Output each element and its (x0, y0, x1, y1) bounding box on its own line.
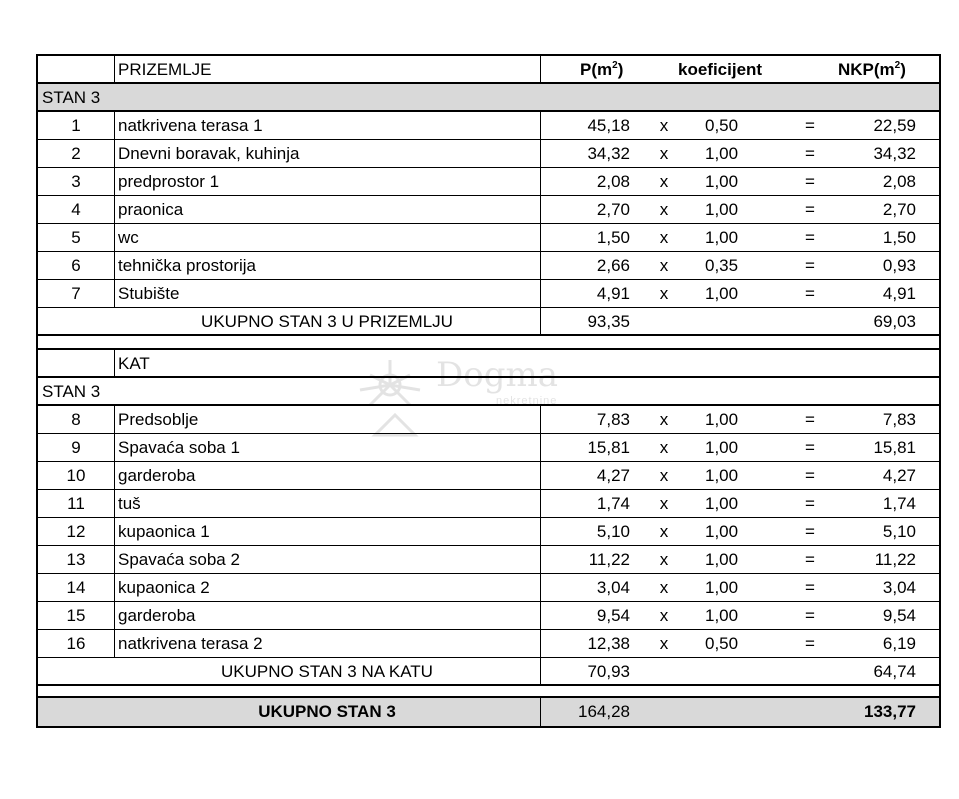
room-name: natkrivena terasa 1 (118, 116, 263, 135)
row-number: 12 (66, 522, 86, 541)
coefficient: 1,00 (705, 284, 739, 303)
row-number: 13 (66, 550, 86, 569)
room-name: predprostor 1 (118, 172, 220, 191)
net-area: 3,04 (882, 578, 916, 597)
table-row (38, 224, 939, 252)
net-area: 4,91 (882, 284, 916, 303)
coefficient: 1,00 (705, 550, 739, 569)
coefficient: 1,00 (705, 228, 739, 247)
subtotal-net-area: 69,03 (873, 312, 916, 331)
table-row (38, 140, 939, 168)
row-number: 4 (71, 200, 81, 219)
room-name: natkrivena terasa 2 (118, 634, 263, 653)
room-name: Stubište (118, 284, 180, 303)
column-header-net-area: $NKP(m^2)$ (838, 60, 906, 79)
coefficient: 1,00 (705, 172, 739, 191)
subtotal-net-area: 64,74 (873, 662, 916, 681)
equals-sign: = (805, 634, 815, 653)
multiply-sign: x (659, 522, 669, 541)
grand-total-label: UKUPNO STAN 3 (258, 702, 396, 721)
section-row-floor (38, 350, 939, 378)
multiply-sign: x (659, 144, 669, 163)
room-area: 15,81 (587, 438, 630, 457)
equals-sign: = (805, 200, 815, 219)
multiply-sign: x (659, 466, 669, 485)
room-name: Dnevni boravak, kuhinja (118, 144, 300, 163)
area-table (36, 54, 941, 728)
row-number: 8 (71, 410, 81, 429)
multiply-sign: x (659, 116, 669, 135)
spacer-row (38, 336, 939, 350)
multiply-sign: x (659, 634, 669, 653)
room-name: Spavaća soba 1 (118, 438, 240, 457)
unit-label: STAN 3 (42, 382, 101, 401)
row-number: 11 (67, 494, 85, 513)
net-area: 4,27 (882, 466, 916, 485)
coefficient: 1,00 (705, 410, 739, 429)
subtotal-area: 70,93 (587, 662, 630, 681)
spacer-row (38, 686, 939, 698)
watermark-text: Dogma (436, 355, 559, 395)
section-title-floor: KAT (118, 354, 150, 373)
room-name: kupaonica 1 (118, 522, 210, 541)
row-number: 16 (66, 634, 86, 653)
net-area: 11,22 (874, 550, 916, 569)
multiply-sign: x (659, 228, 669, 247)
equals-sign: = (805, 466, 815, 485)
multiply-sign: x (659, 172, 669, 191)
table-row (38, 434, 939, 462)
multiply-sign: x (659, 578, 669, 597)
row-number: 10 (66, 466, 86, 485)
room-area: 2,08 (596, 172, 630, 191)
room-name: garderoba (118, 466, 196, 485)
room-area: 11,22 (588, 550, 630, 569)
net-area: 1,74 (882, 494, 916, 513)
table-row (38, 546, 939, 574)
table-row (38, 252, 939, 280)
equals-sign: = (805, 438, 815, 457)
net-area: 15,81 (873, 438, 916, 457)
coefficient: 1,00 (705, 522, 739, 541)
grand-total-row (38, 698, 939, 726)
coefficient: 1,00 (705, 606, 739, 625)
equals-sign: = (805, 144, 815, 163)
room-area: 7,83 (596, 410, 630, 429)
table-row (38, 112, 939, 140)
equals-sign: = (805, 116, 815, 135)
table-row (38, 406, 939, 434)
net-area: 1,50 (882, 228, 916, 247)
equals-sign: = (805, 578, 815, 597)
room-area: 9,54 (596, 606, 630, 625)
room-name: praonica (118, 200, 184, 219)
room-area: 4,91 (596, 284, 630, 303)
net-area: 0,93 (882, 256, 916, 275)
net-area: 6,19 (882, 634, 916, 653)
unit-band-ground (38, 84, 939, 112)
room-name: tehnička prostorija (118, 256, 256, 275)
room-area: 45,18 (587, 116, 630, 135)
table-row (38, 196, 939, 224)
room-area: 1,74 (596, 494, 630, 513)
row-number: 5 (71, 228, 81, 247)
room-area: 2,66 (596, 256, 630, 275)
equals-sign: = (805, 172, 815, 191)
room-area: 5,10 (596, 522, 630, 541)
multiply-sign: x (659, 284, 669, 303)
multiply-sign: x (659, 550, 669, 569)
header-row (38, 56, 939, 84)
section-title-ground: PRIZEMLJE (118, 60, 212, 79)
row-number: 9 (71, 438, 81, 457)
table-row (38, 462, 939, 490)
room-area: 1,50 (596, 228, 630, 247)
row-number: 1 (71, 116, 81, 135)
equals-sign: = (805, 606, 815, 625)
table-row (38, 280, 939, 308)
coefficient: 0,50 (705, 634, 739, 653)
subtotal-row-floor (38, 658, 939, 686)
equals-sign: = (805, 228, 815, 247)
net-area: 34,32 (873, 144, 916, 163)
multiply-sign: x (659, 200, 669, 219)
table-row (38, 630, 939, 658)
net-area: 22,59 (873, 116, 916, 135)
table-row (38, 602, 939, 630)
table-row (38, 168, 939, 196)
equals-sign: = (805, 550, 815, 569)
unit-label: STAN 3 (42, 88, 101, 107)
subtotal-label: UKUPNO STAN 3 NA KATU (221, 662, 433, 681)
net-area: 2,70 (882, 200, 916, 219)
net-area: 5,10 (882, 522, 916, 541)
room-area: 34,32 (587, 144, 630, 163)
room-name: Spavaća soba 2 (118, 550, 240, 569)
equals-sign: = (805, 494, 815, 513)
coefficient: 1,00 (705, 200, 739, 219)
grand-total-net-area: 133,77 (864, 702, 916, 721)
row-number: 7 (71, 284, 81, 303)
table-row (38, 574, 939, 602)
table-row (38, 490, 939, 518)
room-name: tuš (118, 494, 141, 513)
multiply-sign: x (659, 606, 669, 625)
room-area: 2,70 (596, 200, 630, 219)
coefficient: 1,00 (705, 578, 739, 597)
equals-sign: = (805, 284, 815, 303)
room-name: wc (118, 228, 139, 247)
room-name: garderoba (118, 606, 196, 625)
watermark-subtext: nekretnine (496, 395, 558, 407)
room-name: kupaonica 2 (118, 578, 210, 597)
coefficient: 0,35 (705, 256, 739, 275)
net-area: 9,54 (882, 606, 916, 625)
equals-sign: = (805, 256, 815, 275)
multiply-sign: x (659, 256, 669, 275)
coefficient: 1,00 (705, 494, 739, 513)
subtotal-area: 93,35 (587, 312, 630, 331)
room-area: 4,27 (596, 466, 630, 485)
multiply-sign: x (659, 438, 669, 457)
row-number: 6 (71, 256, 81, 275)
column-header-area: $P(m^2)$ (580, 60, 624, 79)
room-name: Predsoblje (118, 410, 199, 429)
row-number: 14 (66, 578, 86, 597)
net-area: 7,83 (882, 410, 916, 429)
coefficient: 1,00 (705, 438, 739, 457)
coefficient: 1,00 (705, 144, 739, 163)
room-area: 3,04 (596, 578, 630, 597)
multiply-sign: x (659, 410, 669, 429)
grand-total-area: 164,28 (578, 702, 630, 721)
row-number: 3 (71, 172, 81, 191)
coefficient: 0,50 (705, 116, 739, 135)
row-number: 15 (66, 606, 86, 625)
column-header-coefficient: koeficijent (678, 60, 763, 79)
room-area: 12,38 (587, 634, 630, 653)
subtotal-row-ground (38, 308, 939, 336)
row-number: 2 (71, 144, 81, 163)
unit-band-floor (38, 378, 939, 406)
equals-sign: = (805, 410, 815, 429)
subtotal-label: UKUPNO STAN 3 U PRIZEMLJU (201, 312, 453, 331)
multiply-sign: x (659, 494, 669, 513)
coefficient: 1,00 (705, 466, 739, 485)
net-area: 2,08 (882, 172, 916, 191)
table-row (38, 518, 939, 546)
equals-sign: = (805, 522, 815, 541)
